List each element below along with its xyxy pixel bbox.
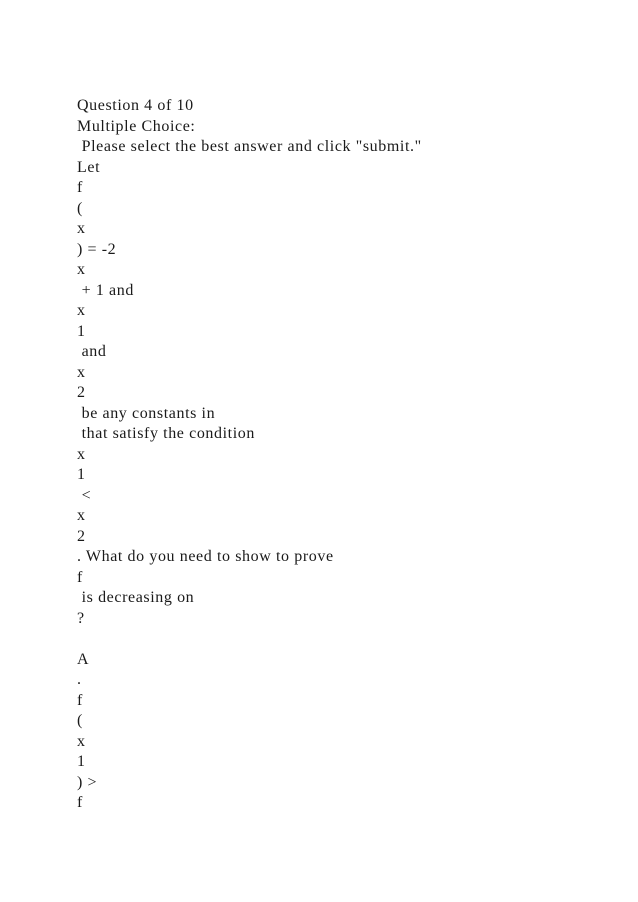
text-line: x <box>77 302 86 319</box>
text-line: Let <box>77 158 101 176</box>
text-line: and <box>77 343 107 360</box>
text-line: < <box>77 486 92 504</box>
question-text-block <box>77 96 597 814</box>
text-line: ( <box>77 199 83 217</box>
text-line: . <box>77 671 82 688</box>
text-line: f <box>77 568 83 586</box>
question-type-label: Multiple Choice: <box>77 117 196 135</box>
text-line: f <box>77 794 83 811</box>
text-line: 1 <box>77 753 86 770</box>
text-line: 2 <box>77 384 86 401</box>
blank-line <box>77 629 597 650</box>
text-line: is decreasing on <box>77 589 195 606</box>
text-line: ) = -2 <box>77 240 117 258</box>
text-line: ) > <box>77 773 98 791</box>
text-line: 2 <box>77 527 86 545</box>
text-line: x <box>77 220 86 237</box>
text-line: x <box>77 445 86 463</box>
text-line: f <box>77 179 83 196</box>
text-line: x <box>77 363 86 381</box>
text-line: . What do you need to show to prove <box>77 548 334 565</box>
text-line: 1 <box>77 322 86 340</box>
text-line: f <box>77 691 83 709</box>
text-line: x <box>77 732 86 750</box>
text-line: x <box>77 507 86 524</box>
text-line: 1 <box>77 466 86 483</box>
question-counter: Question 4 of 10 <box>77 97 194 114</box>
text-line: + 1 and <box>77 281 134 299</box>
text-line: ( <box>77 712 83 729</box>
text-line: be any constants in <box>77 404 216 422</box>
text-line: ? <box>77 609 85 627</box>
instruction-text: Please select the best answer and click "submit." <box>77 138 422 155</box>
text-line: that satisfy the condition <box>77 425 255 442</box>
answer-option-letter: A <box>77 650 90 668</box>
text-line: x <box>77 261 86 278</box>
